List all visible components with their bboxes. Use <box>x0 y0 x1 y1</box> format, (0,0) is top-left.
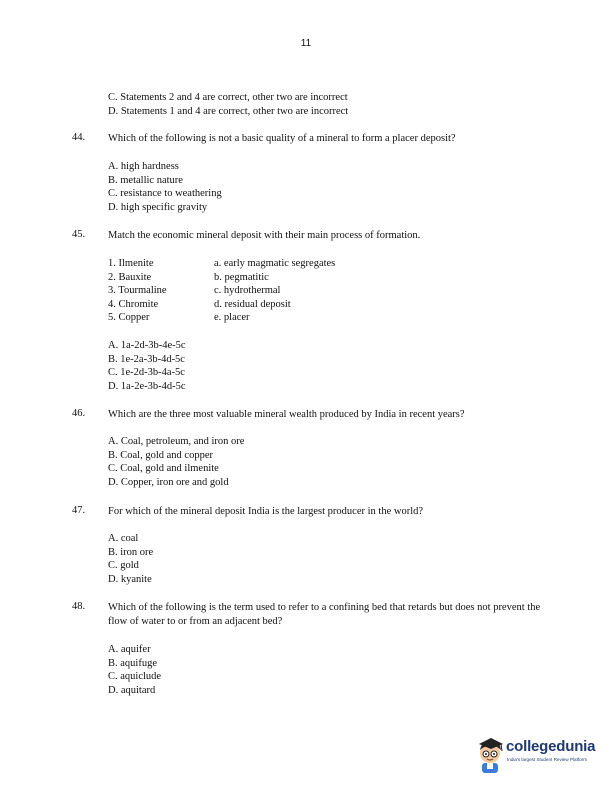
question-text: Which of the following is the term used to refer to a confining bed that retards but does not prevent the flow of water to or from an adjacent bed? <box>108 602 541 627</box>
question-number: 46. <box>72 408 86 419</box>
option: C. Coal, gold and ilmenite <box>108 463 219 475</box>
option: C. Statements 2 and 4 are correct, other two are incorrect <box>108 92 348 103</box>
option: B. metallic nature <box>108 174 183 186</box>
match-item: a. early magmatic segregates <box>214 258 336 269</box>
match-item: 2. Bauxite <box>108 271 152 283</box>
option: A. aquifer <box>108 644 151 655</box>
match-left-column <box>108 257 167 325</box>
option: D. 1a-2e-3b-4d-5c <box>108 380 186 392</box>
match-item: c. hydrothermal <box>214 285 281 297</box>
option: A. coal <box>108 533 139 544</box>
match-item: b. pegmatitic <box>214 271 269 283</box>
match-item: 1. Ilmenite <box>108 258 154 269</box>
question-number: 45. <box>72 229 86 240</box>
option: D. high specific gravity <box>108 201 208 213</box>
match-item: 4. Chromite <box>108 298 159 310</box>
question-number: 48. <box>72 601 86 612</box>
match-item: e. placer <box>214 312 250 324</box>
option: D. Copper, iron ore and gold <box>108 476 229 488</box>
option: B. 1e-2a-3b-4d-5c <box>108 353 185 365</box>
collegedunia-logo <box>476 736 606 776</box>
option: C. gold <box>108 560 139 572</box>
question-text: Match the economic mineral deposit with their main process of formation. <box>108 230 421 241</box>
option: D. kyanite <box>108 573 152 585</box>
student-mascot-icon <box>476 736 506 776</box>
match-item: d. residual deposit <box>214 298 291 310</box>
prev-question-options <box>108 91 348 118</box>
question-number: 47. <box>72 505 86 516</box>
question-options <box>108 160 222 214</box>
question-options <box>108 643 161 697</box>
match-right-column <box>214 257 335 325</box>
question-text: Which are the three most valuable mineral wealth produced by India in recent years? <box>108 409 465 420</box>
option: C. 1e-2d-3b-4a-5c <box>108 367 185 379</box>
option: A. high hardness <box>108 161 179 172</box>
option: D. aquitard <box>108 684 156 696</box>
match-item: 3. Tourmaline <box>108 285 167 297</box>
question-text: For which of the mineral deposit India is the largest producer in the world? <box>108 506 424 517</box>
match-item: 5. Copper <box>108 312 150 324</box>
option: C. aquiclude <box>108 671 162 683</box>
logo-tagline: India's largest Student Review Platform <box>507 757 588 762</box>
option: C. resistance to weathering <box>108 188 222 200</box>
option: D. Statements 1 and 4 are correct, other two are incorrect <box>108 105 349 117</box>
option: A. Coal, petroleum, and iron ore <box>108 436 245 447</box>
question-options <box>108 339 186 393</box>
question-number: 44. <box>72 132 86 143</box>
question-options <box>108 532 153 586</box>
option: A. 1a-2d-3b-4e-5c <box>108 340 186 351</box>
logo-wordmark: collegedunia <box>506 738 596 755</box>
page-number: 11 <box>300 38 312 49</box>
question-options <box>108 435 244 489</box>
option: B. aquifuge <box>108 657 157 669</box>
option: B. iron ore <box>108 546 154 558</box>
question-text: Which of the following is not a basic quality of a mineral to form a placer deposit? <box>108 133 456 144</box>
option: B. Coal, gold and copper <box>108 449 213 461</box>
